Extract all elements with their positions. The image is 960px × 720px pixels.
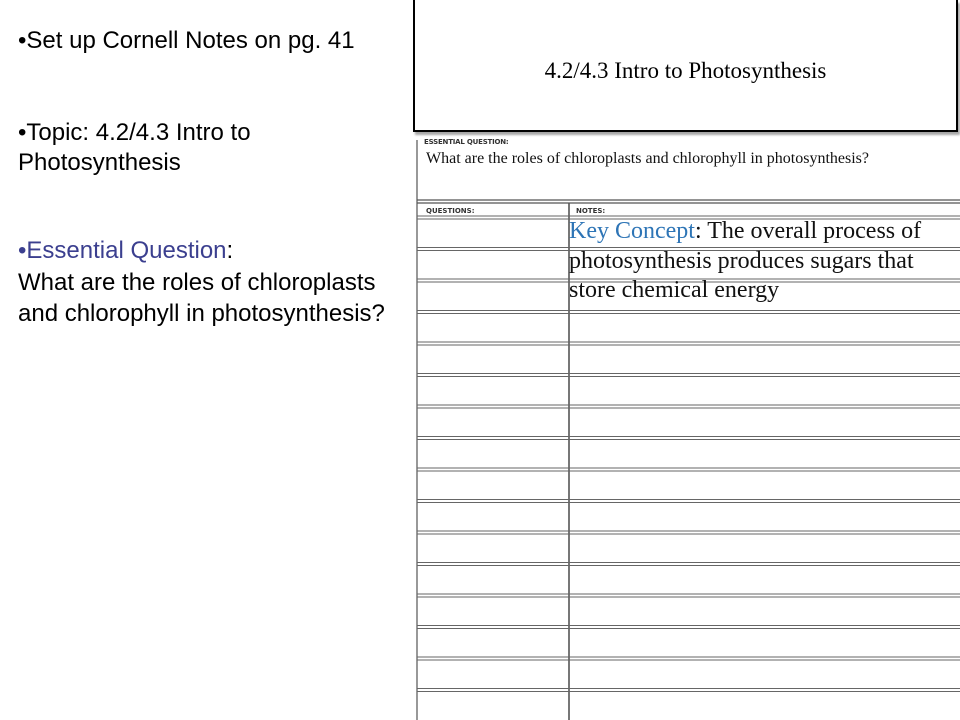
essential-question-header: ESSENTIAL QUESTION: [424,138,509,146]
questions-column-header: QUESTIONS: [426,207,475,215]
key-concept-text: : The overall process of photosynthesis produces sugars that store chemical energy [569,218,922,303]
essential-question-answer: What are the roles of chloroplasts and chlorophyll in photosynthesis? [426,150,870,167]
notes-column-header: NOTES: [576,207,606,215]
essential-question-colon: : [226,237,234,264]
essential-question-label: •Essential Question [18,237,227,264]
key-concept-label: Key Concept [569,218,695,244]
cornell-notes-sheet [416,140,960,720]
bullet-setup: •Set up Cornell Notes on pg. 41 [18,27,355,54]
page-title: 4.2/4.3 Intro to Photosynthesis [544,58,827,83]
bullet-essential-question [18,236,393,266]
key-concept-note [569,217,949,306]
title-box [413,0,958,132]
essential-question-text: What are the roles of chloroplasts and chlorophyll in photosynthesis? [18,269,385,327]
bullet-topic: •Topic: 4.2/4.3 Intro to Photosynthesis [18,119,251,176]
left-panel [18,26,393,329]
